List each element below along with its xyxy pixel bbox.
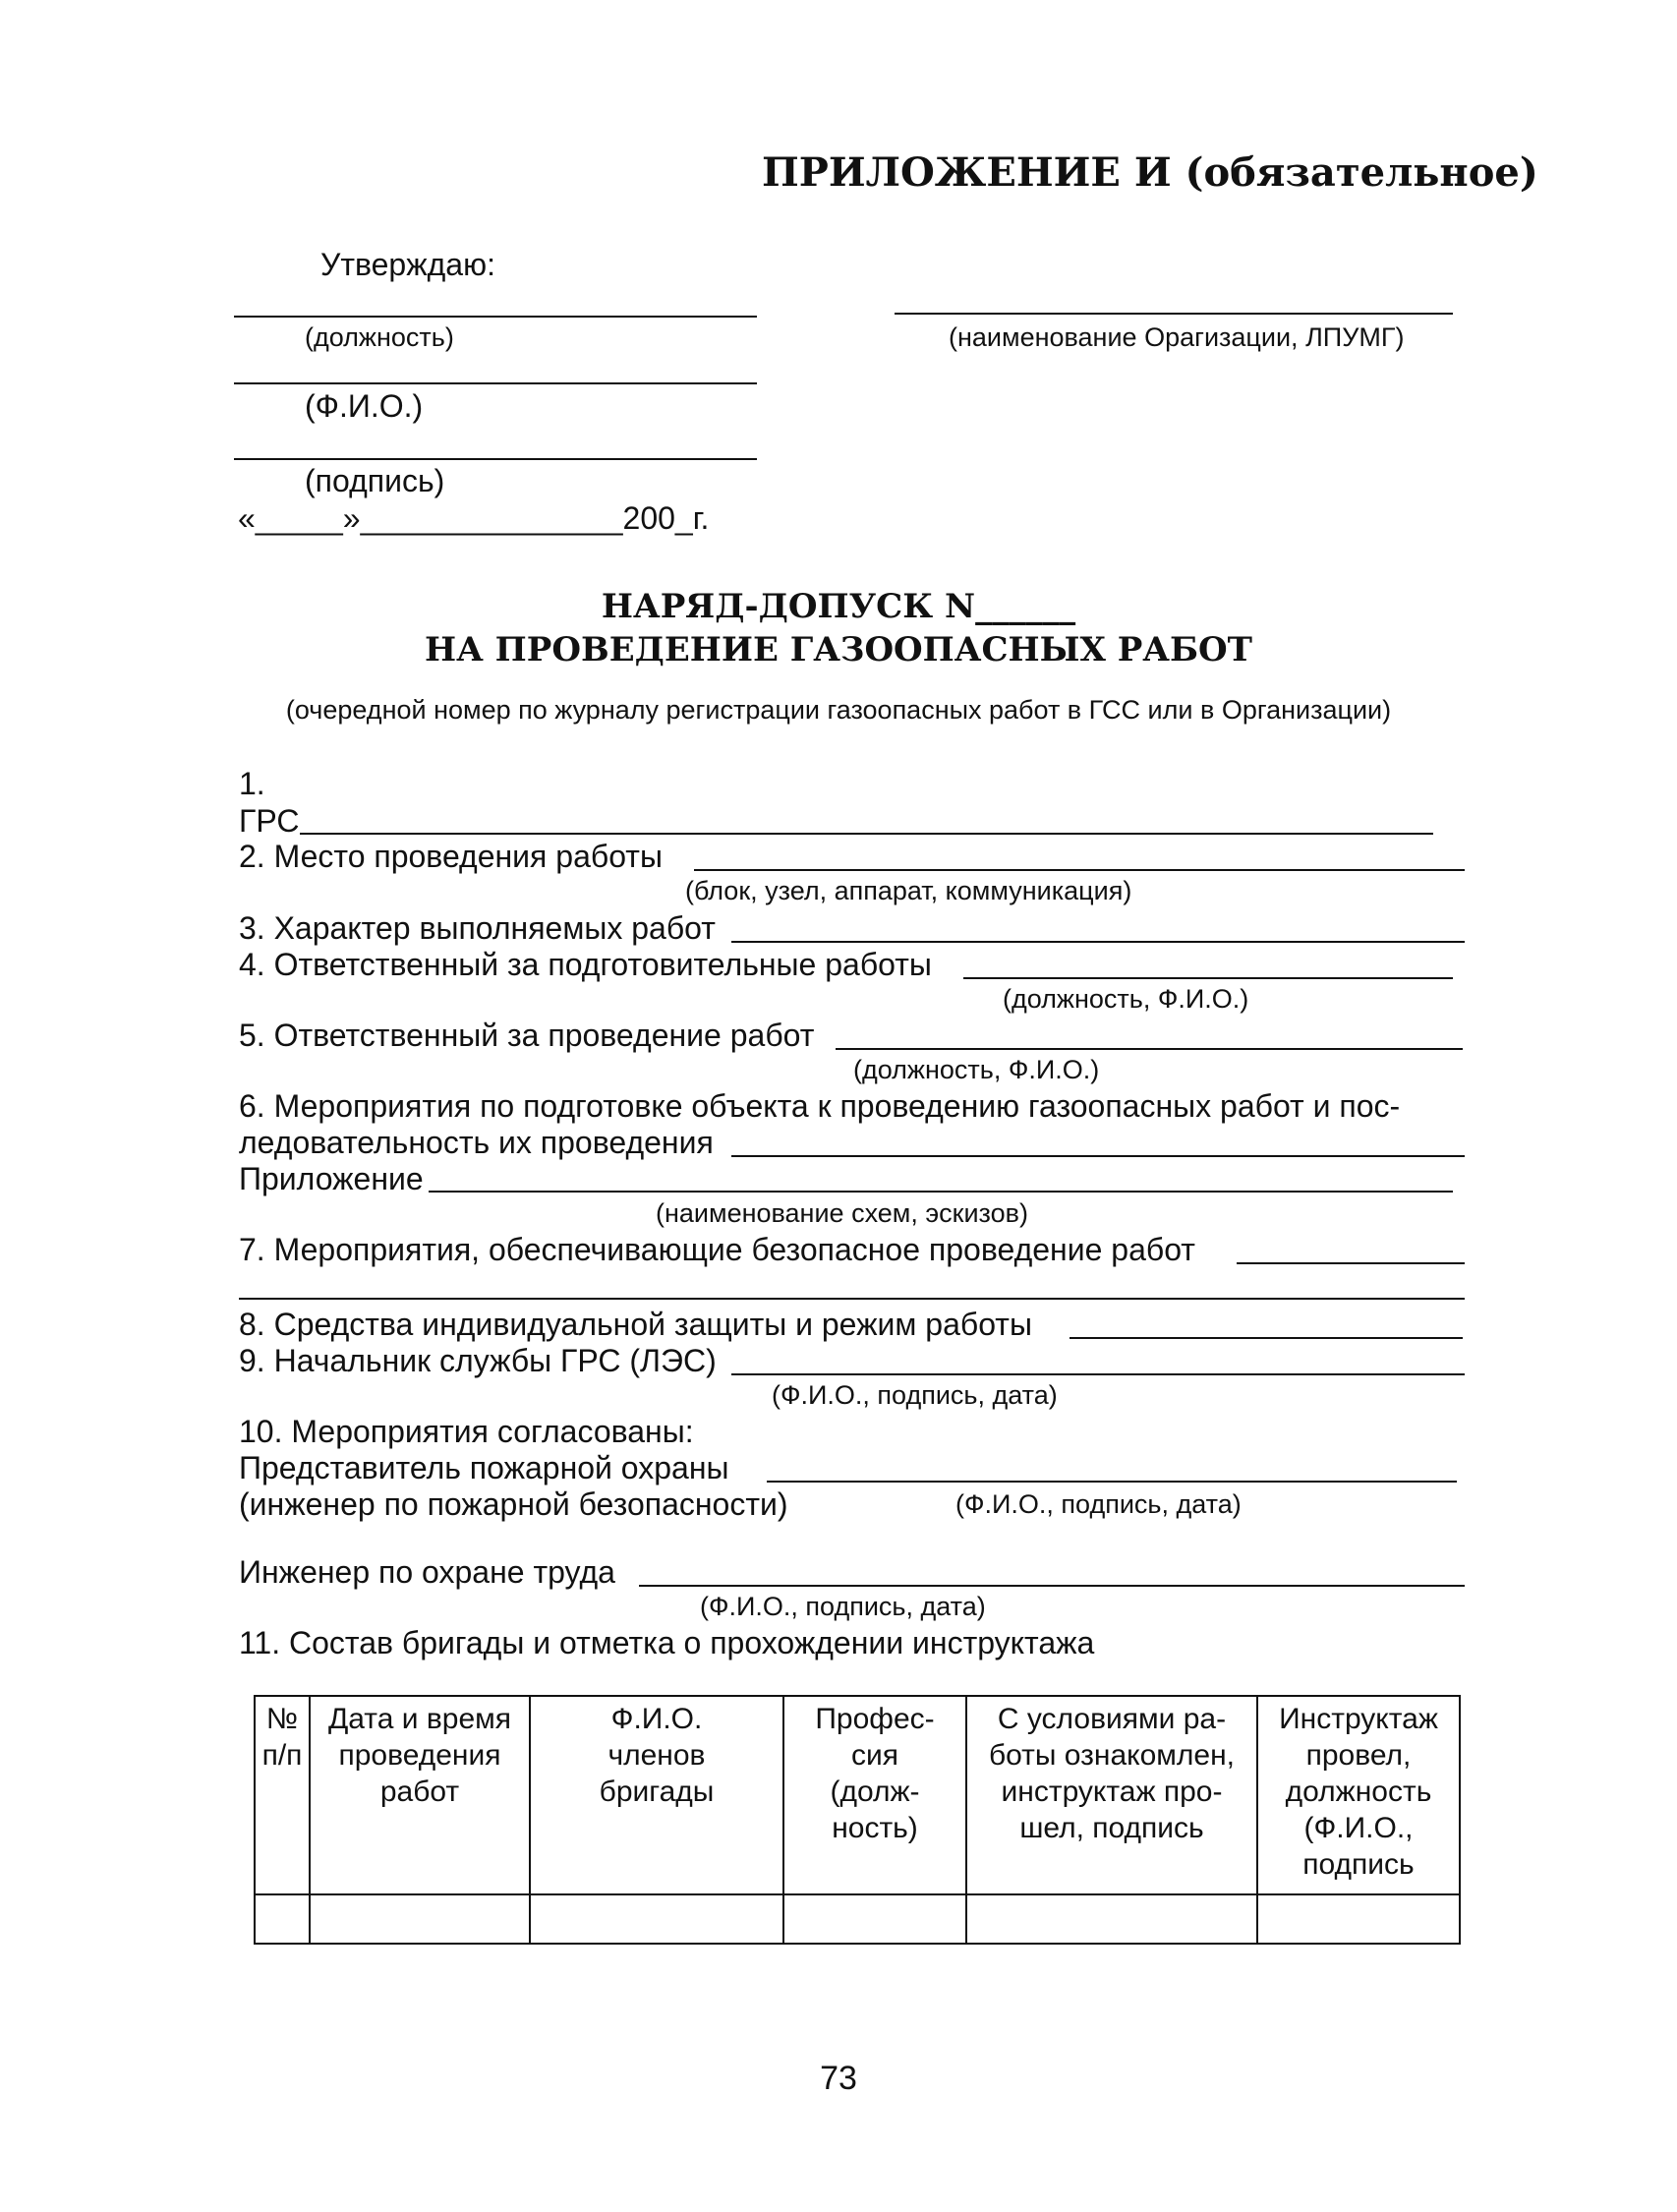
attachment-line xyxy=(429,1191,1453,1193)
item-10-label: 10. Мероприятия согласованы: xyxy=(239,1414,694,1449)
column-header-profession: Профес- сия (долж- ность) xyxy=(783,1696,966,1894)
column-header-number: № п/п xyxy=(255,1696,310,1894)
table-cell[interactable] xyxy=(310,1894,530,1944)
column-header-crew-fio: Ф.И.О. членов бригады xyxy=(530,1696,783,1894)
document-subject: НА ПРОВЕДЕНИЕ ГАЗООПАСНЫХ РАБОТ xyxy=(425,630,1252,669)
signature-line xyxy=(234,458,757,460)
attachment-caption: (наименование схем, эскизов) xyxy=(656,1198,1028,1228)
safety-caption: (Ф.И.О., подпись, дата) xyxy=(700,1592,986,1621)
item-2-caption: (блок, узел, аппарат, коммуникация) xyxy=(685,876,1132,905)
table-cell[interactable] xyxy=(1257,1894,1460,1944)
fire-rep-line xyxy=(767,1481,1457,1483)
appendix-title: ПРИЛОЖЕНИЕ И (обязательное) xyxy=(762,149,1538,196)
approve-label: Утверждаю: xyxy=(320,247,495,282)
item-5-label: 5. Ответственный за проведение работ xyxy=(239,1018,815,1053)
item-8-line xyxy=(1070,1337,1463,1339)
item-8-label: 8. Средства индивидуальной защиты и режим работы xyxy=(239,1307,1032,1342)
fio-caption: (Ф.И.О.) xyxy=(305,388,424,424)
position-caption: (должность) xyxy=(305,322,454,352)
fire-rep-label: Представитель пожарной охраны xyxy=(239,1450,729,1485)
item-7-line-2 xyxy=(239,1298,1465,1300)
table-row xyxy=(255,1894,1460,1944)
crew-table xyxy=(254,1695,1461,1945)
item-4-label: 4. Ответственный за подготовительные работы xyxy=(239,947,932,982)
position-line xyxy=(234,316,757,318)
item-7-label: 7. Мероприятия, обеспечивающие безопасное проведение работ xyxy=(239,1232,1195,1267)
signature-caption: (подпись) xyxy=(305,463,445,498)
organization-caption: (наименование Орагизации, ЛПУМГ) xyxy=(949,322,1405,352)
document-title: НАРЯД-ДОПУСК N______ xyxy=(601,587,1076,626)
fire-engineer-label: (инженер по пожарной безопасности) xyxy=(239,1486,788,1522)
item-9-label: 9. Начальник службы ГРС (ЛЭС) xyxy=(239,1343,717,1378)
table-cell[interactable] xyxy=(966,1894,1257,1944)
item-9-caption: (Ф.И.О., подпись, дата) xyxy=(772,1380,1058,1410)
item-2-label: 2. Место проведения работы xyxy=(239,839,663,874)
item-5-line xyxy=(836,1048,1463,1050)
table-cell[interactable] xyxy=(530,1894,783,1944)
table-header-row xyxy=(255,1696,1460,1894)
registration-note: (очередной номер по журналу регистрации газоопасных работ в ГСС или в Организации) xyxy=(285,695,1392,725)
item-6-line xyxy=(731,1155,1465,1157)
table-cell[interactable] xyxy=(255,1894,310,1944)
fio-line xyxy=(234,382,757,384)
item-2-line xyxy=(694,869,1465,871)
organization-line xyxy=(895,313,1453,315)
safety-engineer-label: Инженер по охране труда xyxy=(239,1554,615,1590)
item-3-line xyxy=(731,941,1465,943)
item-3-label: 3. Характер выполняемых работ xyxy=(239,910,716,946)
table-cell[interactable] xyxy=(783,1894,966,1944)
column-header-datetime: Дата и время проведения работ xyxy=(310,1696,530,1894)
item-7-line xyxy=(1237,1262,1465,1264)
item-1-label: ГРС xyxy=(239,803,300,839)
column-header-instructor: Инструктаж провел, должность (Ф.И.О., подпись xyxy=(1257,1696,1460,1894)
approval-date: «_____»_______________200_г. xyxy=(238,500,710,536)
item-11-label: 11. Состав бригады и отметка о прохождении инструктажа xyxy=(239,1625,1095,1660)
page-number: 73 xyxy=(820,2060,857,2097)
item-5-caption: (должность, Ф.И.О.) xyxy=(853,1055,1100,1084)
item-4-caption: (должность, Ф.И.О.) xyxy=(1003,984,1249,1014)
item-6-line-2: ледовательность их проведения xyxy=(239,1125,714,1160)
item-4-line xyxy=(963,977,1453,979)
item-1-line xyxy=(300,833,1433,835)
attachment-label: Приложение xyxy=(239,1161,424,1196)
item-1-number: 1. xyxy=(239,766,265,801)
column-header-acknowledgment: С условиями ра- боты ознакомлен, инструктаж про- шел, подпись xyxy=(966,1696,1257,1894)
safety-engineer-line xyxy=(639,1585,1465,1587)
item-9-line xyxy=(731,1373,1465,1375)
item-6-line-1: 6. Мероприятия по подготовке объекта к проведению газоопасных работ и пос- xyxy=(239,1088,1401,1124)
fire-caption: (Ф.И.О., подпись, дата) xyxy=(955,1489,1242,1519)
